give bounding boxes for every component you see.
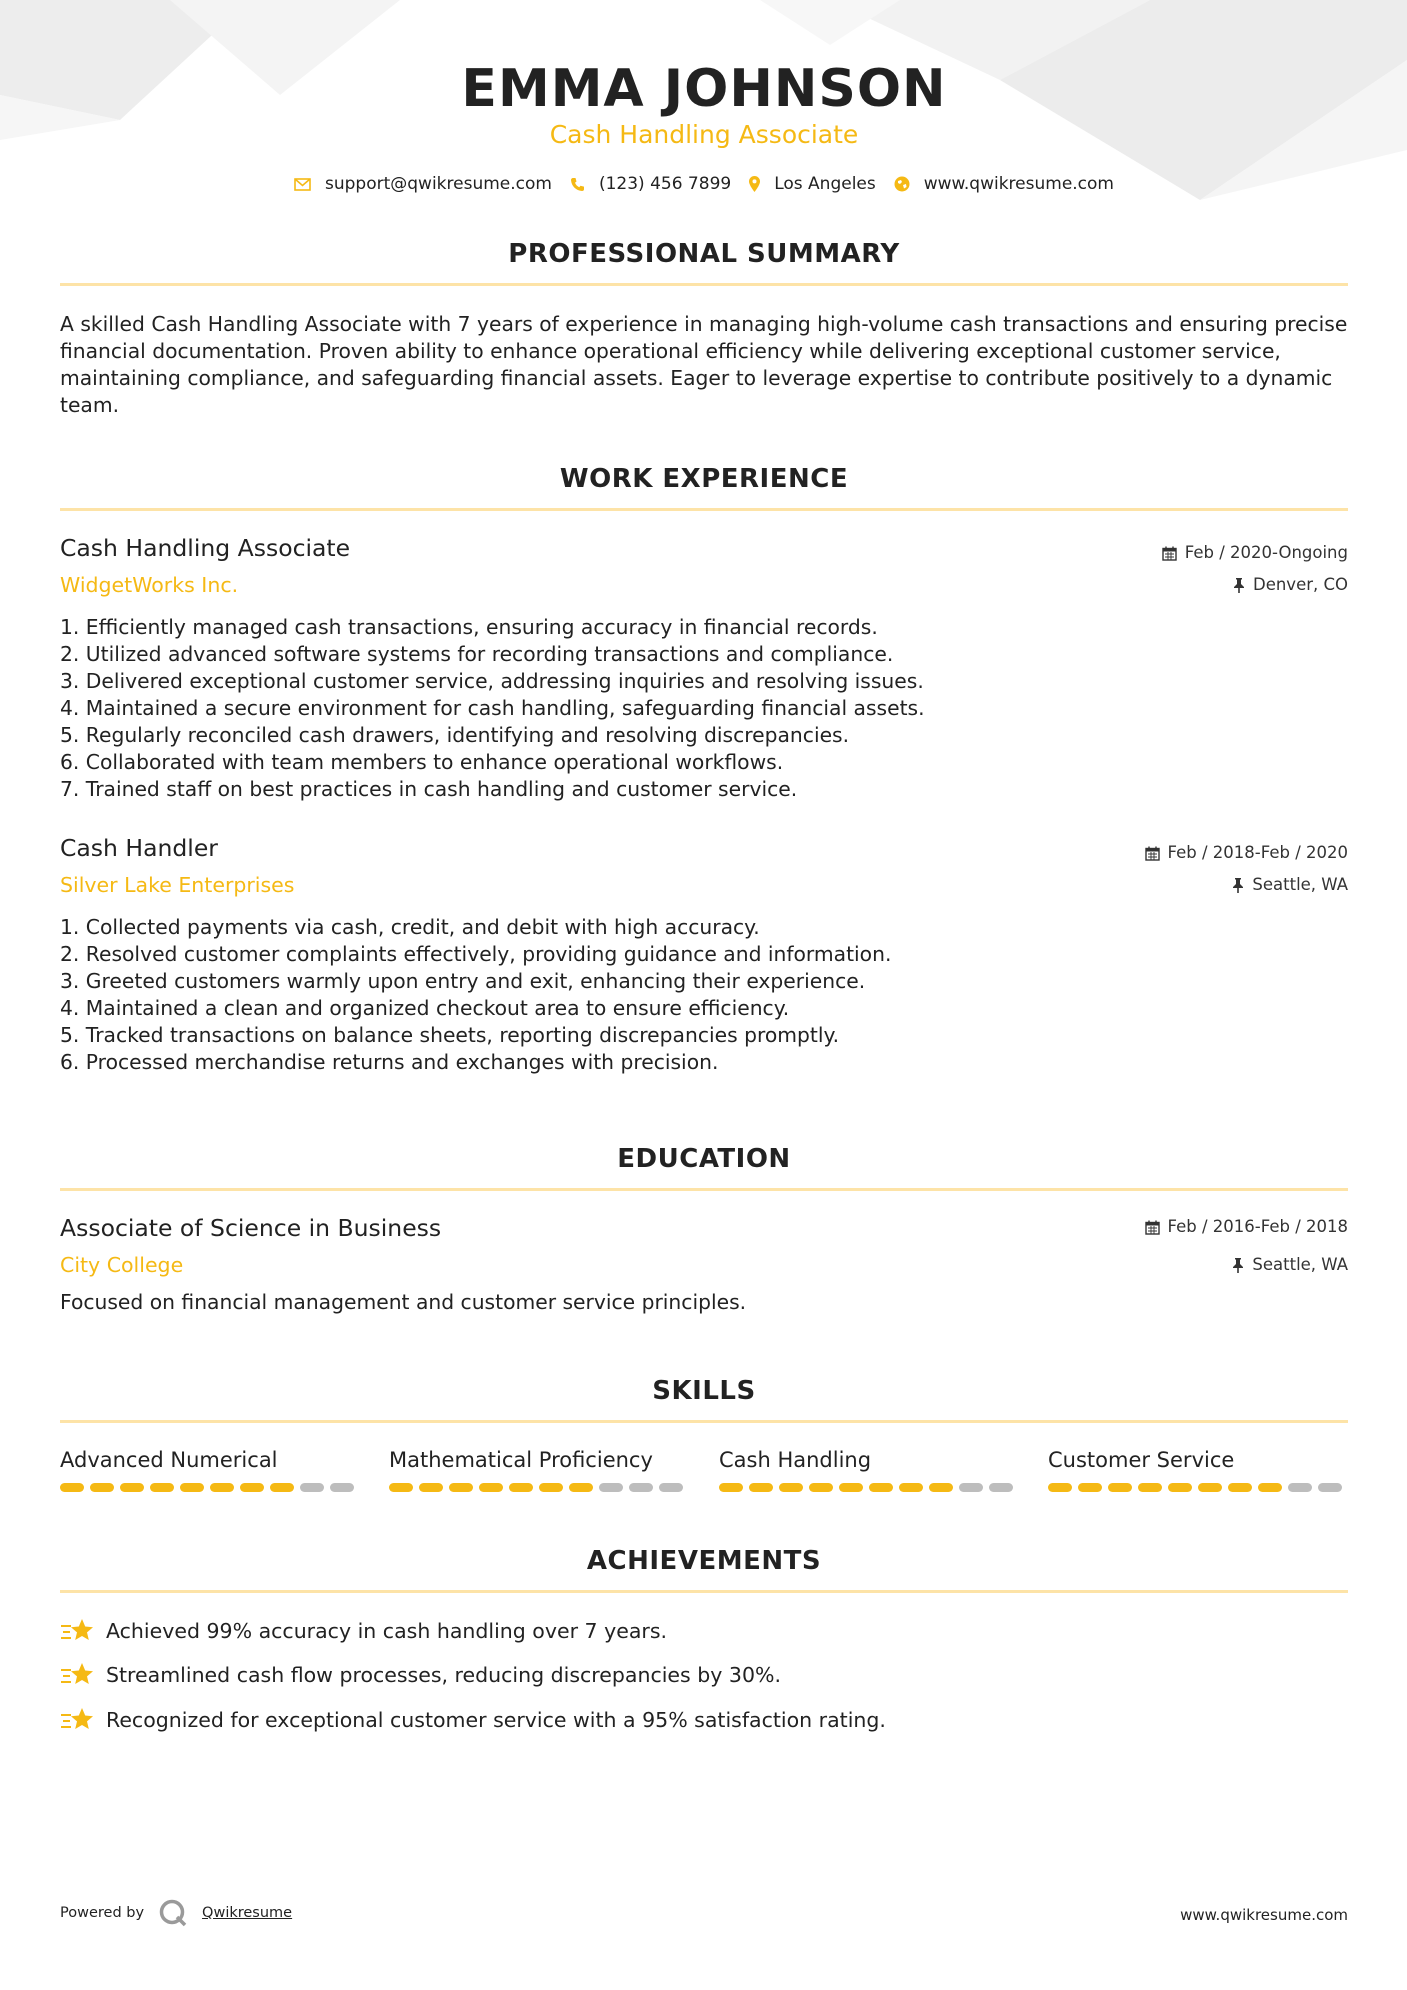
summary-heading: PROFESSIONAL SUMMARY bbox=[508, 239, 900, 269]
skill-dot bbox=[180, 1483, 204, 1492]
education-location bbox=[1232, 1255, 1348, 1275]
skill-dot bbox=[959, 1483, 983, 1492]
job-duties-list bbox=[60, 614, 1160, 803]
email-text: support@qwikresume.com bbox=[325, 174, 552, 194]
achievement-item bbox=[60, 1617, 667, 1645]
candidate-role: Cash Handling Associate bbox=[549, 120, 859, 149]
skill-dot bbox=[449, 1483, 473, 1492]
job-location bbox=[1232, 875, 1348, 895]
list-item: 1. Collected payments via cash, credit, and debit with high accuracy. bbox=[60, 915, 760, 939]
footer-website[interactable]: www.qwikresume.com bbox=[1180, 1906, 1348, 1924]
summary-divider bbox=[60, 283, 1348, 286]
website-text: www.qwikresume.com bbox=[923, 174, 1114, 194]
skill-dot bbox=[569, 1483, 593, 1492]
calendar-icon bbox=[1145, 846, 1160, 861]
skills-heading: SKILLS bbox=[652, 1376, 756, 1406]
list-item: 7. Trained staff on best practices in cash handling and customer service. bbox=[60, 777, 798, 801]
skill-dot bbox=[899, 1483, 923, 1492]
skill-dot bbox=[240, 1483, 264, 1492]
skill-name: Mathematical Proficiency bbox=[389, 1448, 653, 1472]
skill-dot bbox=[300, 1483, 324, 1492]
job-company: WidgetWorks Inc. bbox=[60, 573, 239, 597]
phone-text: (123) 456 7899 bbox=[598, 174, 732, 194]
job-date-text: Feb / 2018-Feb / 2020 bbox=[1167, 843, 1348, 862]
skill-rating bbox=[1048, 1483, 1348, 1492]
skill-dot bbox=[479, 1483, 503, 1492]
job-location-text: Denver, CO bbox=[1252, 575, 1348, 594]
skill-rating bbox=[389, 1483, 689, 1492]
shooting-star-icon bbox=[60, 1617, 94, 1645]
skill-name: Advanced Numerical bbox=[60, 1448, 278, 1472]
skill-dot bbox=[809, 1483, 833, 1492]
skill-dot bbox=[539, 1483, 563, 1492]
skill-dot bbox=[60, 1483, 84, 1492]
job-duties-list bbox=[60, 914, 1160, 1076]
skill-dot bbox=[150, 1483, 174, 1492]
skill-name: Customer Service bbox=[1048, 1448, 1235, 1472]
contact-bar bbox=[60, 172, 1348, 196]
candidate-name: EMMA JOHNSON bbox=[461, 59, 947, 119]
achievement-item bbox=[60, 1661, 781, 1689]
job-location-text: Seattle, WA bbox=[1252, 875, 1348, 894]
shooting-star-icon bbox=[60, 1661, 94, 1689]
list-item: 1. Efficiently managed cash transactions, ensuring accuracy in financial records. bbox=[60, 615, 878, 639]
skill-item bbox=[389, 1446, 689, 1492]
pushpin-icon bbox=[1233, 578, 1245, 593]
job-date-text: Feb / 2020-Ongoing bbox=[1184, 543, 1348, 562]
skill-dot bbox=[90, 1483, 114, 1492]
skill-dot bbox=[509, 1483, 533, 1492]
skill-item bbox=[60, 1446, 360, 1492]
skill-item bbox=[1048, 1446, 1348, 1492]
skill-dot bbox=[1318, 1483, 1342, 1492]
list-item: 4. Maintained a clean and organized checkout area to ensure efficiency. bbox=[60, 996, 790, 1020]
skill-dot bbox=[1198, 1483, 1222, 1492]
skill-dot bbox=[1138, 1483, 1162, 1492]
qwikresume-link[interactable]: Qwikresume bbox=[202, 1905, 293, 1921]
skill-name: Cash Handling bbox=[719, 1448, 872, 1472]
list-item: 5. Regularly reconciled cash drawers, identifying and resolving discrepancies. bbox=[60, 723, 850, 747]
job-date bbox=[1145, 843, 1348, 863]
skill-dot bbox=[120, 1483, 144, 1492]
skill-dot bbox=[330, 1483, 354, 1492]
list-item: 5. Tracked transactions on balance sheets, reporting discrepancies promptly. bbox=[60, 1023, 840, 1047]
education-date-text: Feb / 2016-Feb / 2018 bbox=[1167, 1217, 1348, 1236]
skill-dot bbox=[1228, 1483, 1252, 1492]
skill-dot bbox=[719, 1483, 743, 1492]
contact-email[interactable] bbox=[294, 174, 552, 194]
achievement-item bbox=[60, 1706, 886, 1734]
experience-heading: WORK EXPERIENCE bbox=[559, 464, 849, 494]
job-company: Silver Lake Enterprises bbox=[60, 873, 295, 897]
school-name: City College bbox=[60, 1253, 184, 1277]
education-location-text: Seattle, WA bbox=[1252, 1255, 1348, 1274]
job-title: Cash Handler bbox=[60, 834, 218, 862]
education-divider bbox=[60, 1188, 1348, 1191]
calendar-icon bbox=[1162, 546, 1177, 561]
pushpin-icon bbox=[1232, 1258, 1244, 1273]
skill-dot bbox=[749, 1483, 773, 1492]
contact-phone[interactable] bbox=[570, 174, 731, 194]
list-item: 3. Greeted customers warmly upon entry and exit, enhancing their experience. bbox=[60, 969, 866, 993]
list-item: 6. Collaborated with team members to enhance operational workflows. bbox=[60, 750, 784, 774]
calendar-icon bbox=[1145, 1220, 1160, 1235]
education-heading: EDUCATION bbox=[617, 1144, 791, 1174]
list-item: 6. Processed merchandise returns and exchanges with precision. bbox=[60, 1050, 719, 1074]
contact-location bbox=[749, 174, 876, 194]
skill-dot bbox=[1108, 1483, 1132, 1492]
skill-dot bbox=[629, 1483, 653, 1492]
shooting-star-icon bbox=[60, 1706, 94, 1734]
achievements-divider bbox=[60, 1590, 1348, 1593]
envelope-icon bbox=[294, 178, 311, 191]
skill-dot bbox=[1048, 1483, 1072, 1492]
job-title: Cash Handling Associate bbox=[60, 534, 351, 562]
skill-rating bbox=[60, 1483, 360, 1492]
contact-website[interactable] bbox=[894, 174, 1114, 194]
skill-dot bbox=[779, 1483, 803, 1492]
phone-icon bbox=[570, 177, 585, 192]
pushpin-icon bbox=[1232, 878, 1244, 893]
skill-dot bbox=[1168, 1483, 1192, 1492]
job-date bbox=[1162, 543, 1348, 563]
skill-dot bbox=[989, 1483, 1013, 1492]
skill-dot bbox=[659, 1483, 683, 1492]
education-date bbox=[1145, 1217, 1348, 1237]
list-item: 3. Delivered exceptional customer service, addressing inquiries and resolving issues. bbox=[60, 669, 924, 693]
skill-dot bbox=[419, 1483, 443, 1492]
location-text: Los Angeles bbox=[774, 174, 876, 194]
job-location bbox=[1233, 575, 1348, 595]
summary-text: A skilled Cash Handling Associate with 7 years of experience in managing high-volume cash transactions and ensuring precise financial documentation. Proven ability to enhance operational efficiency while delivering exceptional customer service, maintaining compliance, and safeguarding financial assets. Eager to leverage expertise to contribute positively to a dynamic team. bbox=[60, 312, 1348, 417]
achievements-heading: ACHIEVEMENTS bbox=[586, 1546, 822, 1576]
skill-dot bbox=[210, 1483, 234, 1492]
skill-dot bbox=[599, 1483, 623, 1492]
skills-divider bbox=[60, 1420, 1348, 1423]
degree-title: Associate of Science in Business bbox=[60, 1214, 442, 1242]
skill-dot bbox=[1288, 1483, 1312, 1492]
achievement-text: Streamlined cash flow processes, reducing discrepancies by 30%. bbox=[106, 1663, 781, 1687]
education-description: Focused on financial management and customer service principles. bbox=[60, 1290, 747, 1314]
achievement-text: Achieved 99% accuracy in cash handling over 7 years. bbox=[106, 1619, 668, 1643]
skill-dot bbox=[389, 1483, 413, 1492]
globe-icon bbox=[894, 176, 910, 192]
skill-dot bbox=[1258, 1483, 1282, 1492]
skill-dot bbox=[869, 1483, 893, 1492]
qwikresume-logo-icon bbox=[158, 1898, 188, 1928]
map-pin-icon bbox=[749, 176, 760, 192]
list-item: 4. Maintained a secure environment for cash handling, safeguarding financial assets. bbox=[60, 696, 925, 720]
list-item: 2. Resolved customer complaints effectively, providing guidance and information. bbox=[60, 942, 892, 966]
powered-by-label: Powered by bbox=[60, 1905, 145, 1921]
skill-item bbox=[719, 1446, 1019, 1492]
skill-dot bbox=[929, 1483, 953, 1492]
skill-dot bbox=[1078, 1483, 1102, 1492]
skill-rating bbox=[719, 1483, 1019, 1492]
footer-powered-by bbox=[60, 1898, 292, 1928]
list-item: 2. Utilized advanced software systems for recording transactions and compliance. bbox=[60, 642, 894, 666]
skill-dot bbox=[270, 1483, 294, 1492]
experience-divider bbox=[60, 508, 1348, 511]
skill-dot bbox=[839, 1483, 863, 1492]
achievement-text: Recognized for exceptional customer service with a 95% satisfaction rating. bbox=[106, 1708, 886, 1732]
